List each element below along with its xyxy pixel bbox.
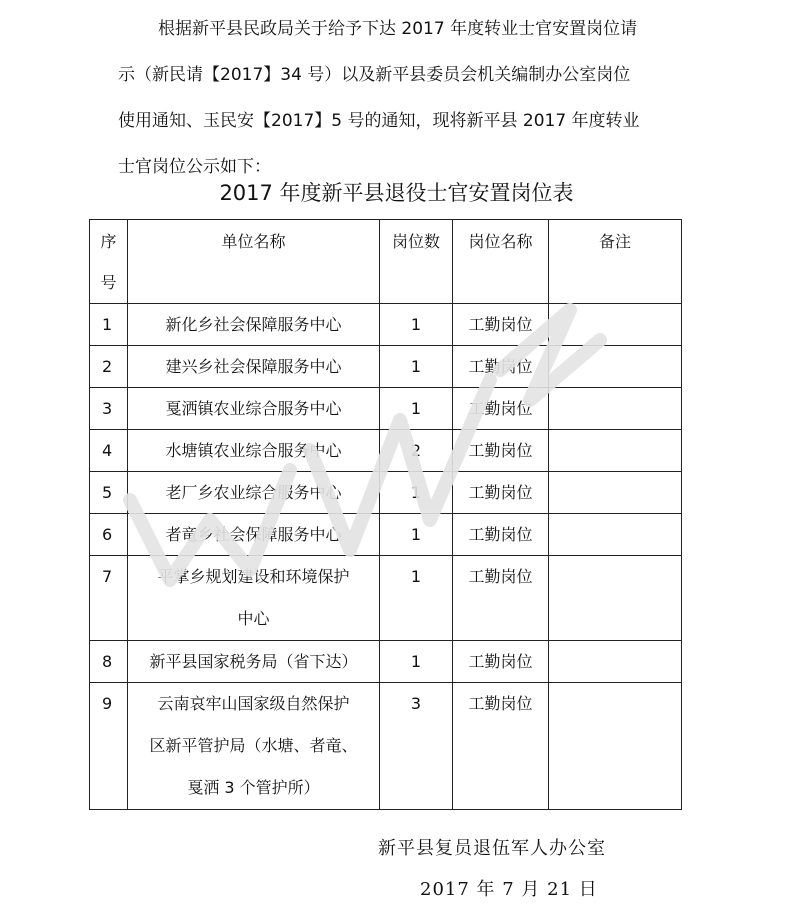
row-note	[549, 514, 682, 556]
table-row	[90, 346, 682, 388]
row-note	[549, 388, 682, 430]
row-count: 1	[380, 556, 453, 641]
row-unit: 老厂乡农业综合服务中心	[128, 472, 380, 514]
row-post: 工勤岗位	[453, 514, 549, 556]
row-unit: 新平县国家税务局（省下达）	[128, 641, 380, 683]
table-header-row	[90, 220, 682, 304]
row-count: 1	[380, 388, 453, 430]
row-unit: 新化乡社会保障服务中心	[128, 304, 380, 346]
table-title: 2017 年度新平县退役士官安置岗位表	[219, 181, 574, 205]
row-note	[549, 304, 682, 346]
header-count: 岗位数	[380, 220, 453, 304]
row-post: 工勤岗位	[453, 430, 549, 472]
row-unit-line: 中心	[237, 609, 270, 628]
row-unit: 戛洒镇农业综合服务中心	[128, 388, 380, 430]
row-count: 1	[380, 472, 453, 514]
footer-organization: 新平县复员退伍军人办公室	[378, 838, 606, 859]
table-row	[90, 641, 682, 683]
row-note	[549, 683, 682, 810]
row-note	[549, 556, 682, 641]
row-note	[549, 472, 682, 514]
header-note: 备注	[549, 220, 682, 304]
row-unit-line: 平掌乡规划建设和环境保护	[157, 567, 350, 586]
row-post: 工勤岗位	[453, 556, 549, 641]
table-row	[90, 683, 682, 810]
table-row	[90, 472, 682, 514]
row-count: 1	[380, 304, 453, 346]
intro-line: 使用通知、玉民安【2017】5 号的通知，现将新平县 2017 年度转业	[118, 111, 640, 131]
header-index	[90, 220, 128, 304]
intro-paragraph	[118, 6, 684, 190]
row-index: 2	[90, 346, 128, 388]
row-index: 8	[90, 641, 128, 683]
intro-line: 示（新民请【2017】34 号）以及新平县委员会机关编制办公室岗位	[118, 65, 631, 85]
row-unit: 者竜乡社会保障服务中心	[128, 514, 380, 556]
header-unit: 单位名称	[128, 220, 380, 304]
row-post: 工勤岗位	[453, 346, 549, 388]
intro-line: 士官岗位公示如下：	[118, 157, 271, 177]
intro-line: 根据新平县民政局关于给予下达 2017 年度转业士官安置岗位请	[158, 19, 638, 39]
row-post: 工勤岗位	[453, 683, 549, 810]
placement-table	[89, 219, 682, 810]
header-index-top: 序	[100, 232, 117, 251]
row-index: 7	[90, 556, 128, 641]
row-index: 9	[90, 683, 128, 810]
footer-date: 2017 年 7 月 21 日	[420, 879, 598, 900]
row-note	[549, 641, 682, 683]
row-note	[549, 430, 682, 472]
row-unit-line: 区新平管护局（水塘、者竜、	[149, 736, 358, 755]
row-count: 1	[380, 346, 453, 388]
table-row	[90, 514, 682, 556]
row-post: 工勤岗位	[453, 641, 549, 683]
row-unit: 水塘镇农业综合服务中心	[128, 430, 380, 472]
row-index: 3	[90, 388, 128, 430]
row-index: 1	[90, 304, 128, 346]
row-note	[549, 346, 682, 388]
header-index-bottom: 号	[100, 273, 117, 292]
row-unit	[128, 556, 380, 641]
row-post: 工勤岗位	[453, 472, 549, 514]
row-count: 1	[380, 514, 453, 556]
table-row	[90, 304, 682, 346]
row-unit-line: 戛洒 3 个管护所）	[187, 778, 320, 797]
row-unit-line: 云南哀牢山国家级自然保护	[157, 694, 350, 713]
row-post: 工勤岗位	[453, 304, 549, 346]
row-post: 工勤岗位	[453, 388, 549, 430]
table-row	[90, 556, 682, 641]
row-count: 2	[380, 430, 453, 472]
row-unit	[128, 683, 380, 810]
row-index: 6	[90, 514, 128, 556]
row-count: 3	[380, 683, 453, 810]
table-row	[90, 388, 682, 430]
table-row	[90, 430, 682, 472]
row-count: 1	[380, 641, 453, 683]
row-index: 5	[90, 472, 128, 514]
row-index: 4	[90, 430, 128, 472]
row-unit: 建兴乡社会保障服务中心	[128, 346, 380, 388]
header-post: 岗位名称	[453, 220, 549, 304]
